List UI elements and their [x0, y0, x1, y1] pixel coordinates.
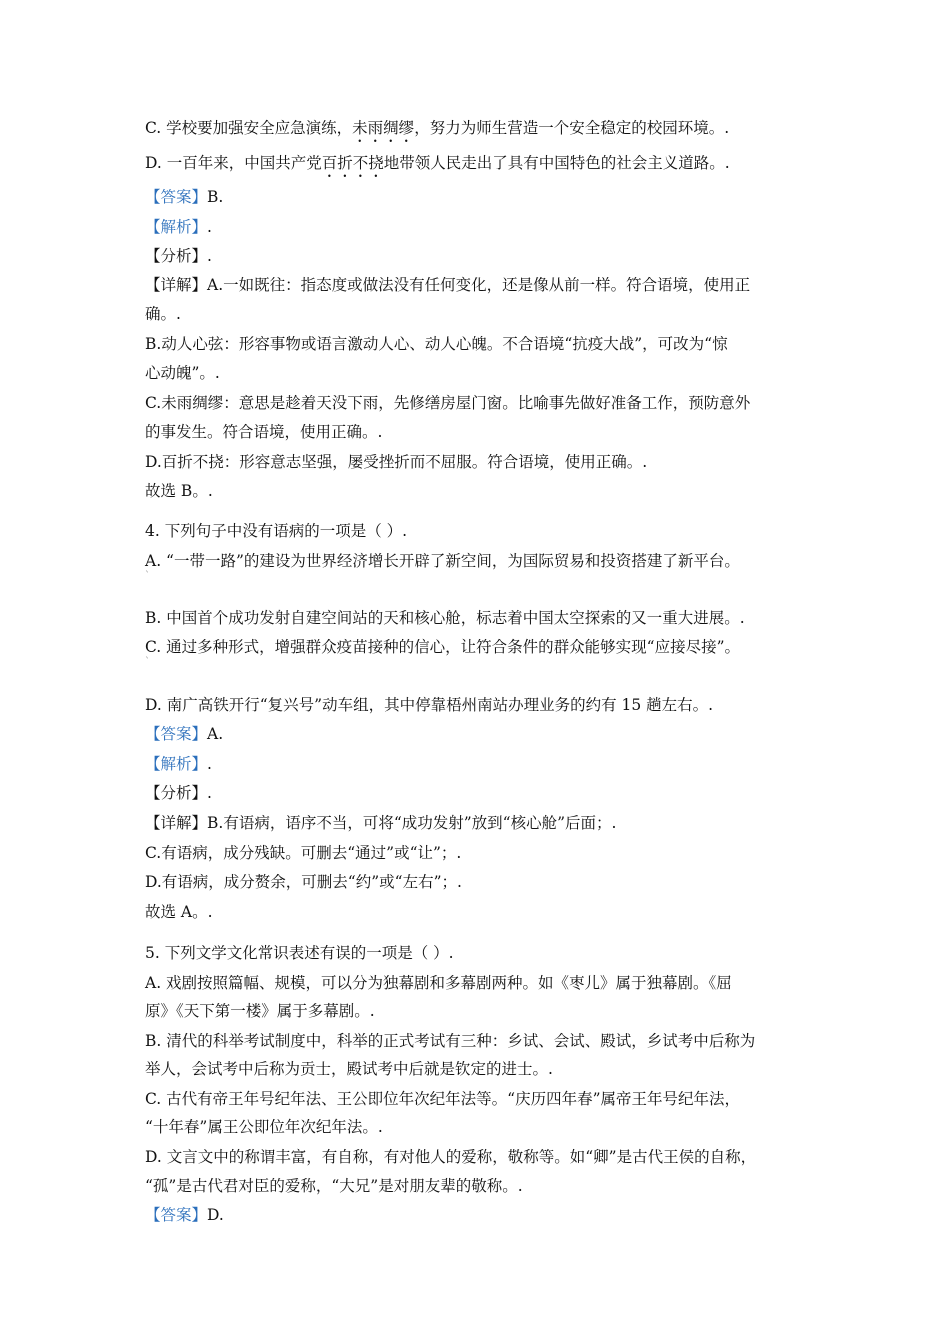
q3-conclusion: 故选 B。. — [145, 482, 213, 500]
q3-answer-tag: 【答案】 — [145, 188, 208, 206]
q5-option-a-line-1: A. 戏剧按照篇幅、规模，可以分为独幕剧和多幕剧两种。如《枣儿》属于独幕剧。《屈 — [145, 974, 732, 992]
q3-detail-line-6: 的事发生。符合语境，使用正确。. — [145, 423, 383, 441]
q4-option-b: B. 中国首个成功发射自建空间站的天和核心舱，标志着中国太空探索的又一重大进展。. — [145, 609, 745, 627]
q3-detail-line-1: 【详解】A.一如既往：指态度或做法没有任何变化，还是像从前一样。符合语境，使用正 — [145, 276, 751, 294]
q3-option-c-rest: ，努力为师生营造一个安全稳定的校园环境。. — [414, 119, 730, 137]
q3-analysis — [145, 216, 825, 238]
q3-option-d-rest: 地带领人民走出了具有中国特色的社会主义道路。. — [383, 154, 730, 172]
q3-option-c-text: C. 学校要加强安全应急演练， — [145, 119, 353, 137]
q3-option-d — [145, 152, 825, 181]
q3-option-d-emphasis: 百折不挠 — [321, 154, 384, 172]
q3-fenxi: 【分析】. — [145, 247, 212, 265]
q5-option-a-line-2: 原》《天下第一楼》属于多幕剧。. — [145, 1002, 375, 1020]
q3-detail-line-3: B.动人心弦：形容事物或语言激动人心、动人心魄。不合语境“抗疫大战”，可改为“惊 — [145, 335, 728, 353]
q4-answer-value: A. — [207, 725, 224, 743]
q5-option-c-line-2: “十年春”属王公即位年次纪年法。. — [145, 1118, 383, 1136]
q5-stem: 5. 下列文学文化常识表述有误的一项是（ ）. — [145, 944, 454, 962]
q3-detail-line-4: 心动魄”。. — [145, 364, 220, 382]
q3-option-c — [145, 117, 825, 146]
q3-option-d-text: D. 一百年来，中国共产党 — [145, 154, 322, 172]
q3-answer — [145, 186, 825, 208]
q5-option-c-line-1: C. 古代有帝王年号纪年法、王公即位年次纪年法等。“庆历四年春”属帝王年号纪年法， — [145, 1090, 741, 1108]
paragraph-mark: ` — [145, 657, 150, 668]
q4-option-d: D. 南广高铁开行“复兴号”动车组，其中停靠梧州南站办理业务的约有 15 趟左右。. — [145, 696, 714, 714]
q5-option-d-line-1: D. 文言文中的称谓丰富，有自称，有对他人的爱称，敬称等。如“卿”是古代王侯的自称， — [145, 1148, 757, 1166]
q4-detail-line-1: 【详解】B.有语病，语序不当，可将“成功发射”放到“核心舱”后面；. — [145, 814, 617, 832]
q5-option-b-line-2: 举人，会试考中后称为贡士，殿试考中后就是钦定的进士。. — [145, 1060, 553, 1078]
q4-analysis — [145, 753, 825, 775]
paragraph-mark: ` — [145, 571, 150, 582]
q3-detail-line-2: 确。. — [145, 305, 181, 323]
q4-detail-line-2: C.有语病，成分残缺。可删去“通过”或“让”；. — [145, 844, 462, 862]
q4-answer — [145, 723, 825, 745]
q5-answer-value: D. — [207, 1206, 224, 1224]
q3-detail-line-7: D.百折不挠：形容意志坚强，屡受挫折而不屈服。符合语境，使用正确。. — [145, 453, 648, 471]
q3-analysis-tag: 【解析】 — [145, 218, 208, 236]
q3-option-c-emphasis: 未雨绸缪 — [352, 119, 415, 137]
q4-conclusion: 故选 A。. — [145, 903, 213, 921]
q3-answer-value: B. — [207, 188, 224, 206]
q5-option-b-line-1: B. 清代的科举考试制度中，科举的正式考试有三种：乡试、会试、殿试，乡试考中后称为 — [145, 1032, 756, 1050]
q4-option-a: A. “一带一路”的建设为世界经济增长开辟了新空间，为国际贸易和投资搭建了新平台。 — [145, 552, 740, 570]
q5-answer-tag: 【答案】 — [145, 1206, 208, 1224]
q4-detail-line-3: D.有语病，成分赘余，可删去“约”或“左右”；. — [145, 873, 462, 891]
q4-analysis-tag: 【解析】 — [145, 755, 208, 773]
q4-answer-tag: 【答案】 — [145, 725, 208, 743]
q4-option-c: C. 通过多种形式，增强群众疫苗接种的信心，让符合条件的群众能够实现“应接尽接”。 — [145, 638, 741, 656]
q4-analysis-value: . — [207, 755, 212, 773]
q3-detail-line-5: C.未雨绸缪：意思是趁着天没下雨，先修缮房屋门窗。比喻事先做好准备工作，预防意外 — [145, 394, 751, 412]
q5-answer — [145, 1204, 825, 1226]
q5-option-d-line-2: “孤”是古代君对臣的爱称，“大兄”是对朋友辈的敬称。. — [145, 1177, 523, 1195]
q4-stem: 4. 下列句子中没有语病的一项是（ ）. — [145, 522, 408, 540]
q3-analysis-value: . — [207, 218, 212, 236]
q4-fenxi: 【分析】. — [145, 784, 212, 802]
